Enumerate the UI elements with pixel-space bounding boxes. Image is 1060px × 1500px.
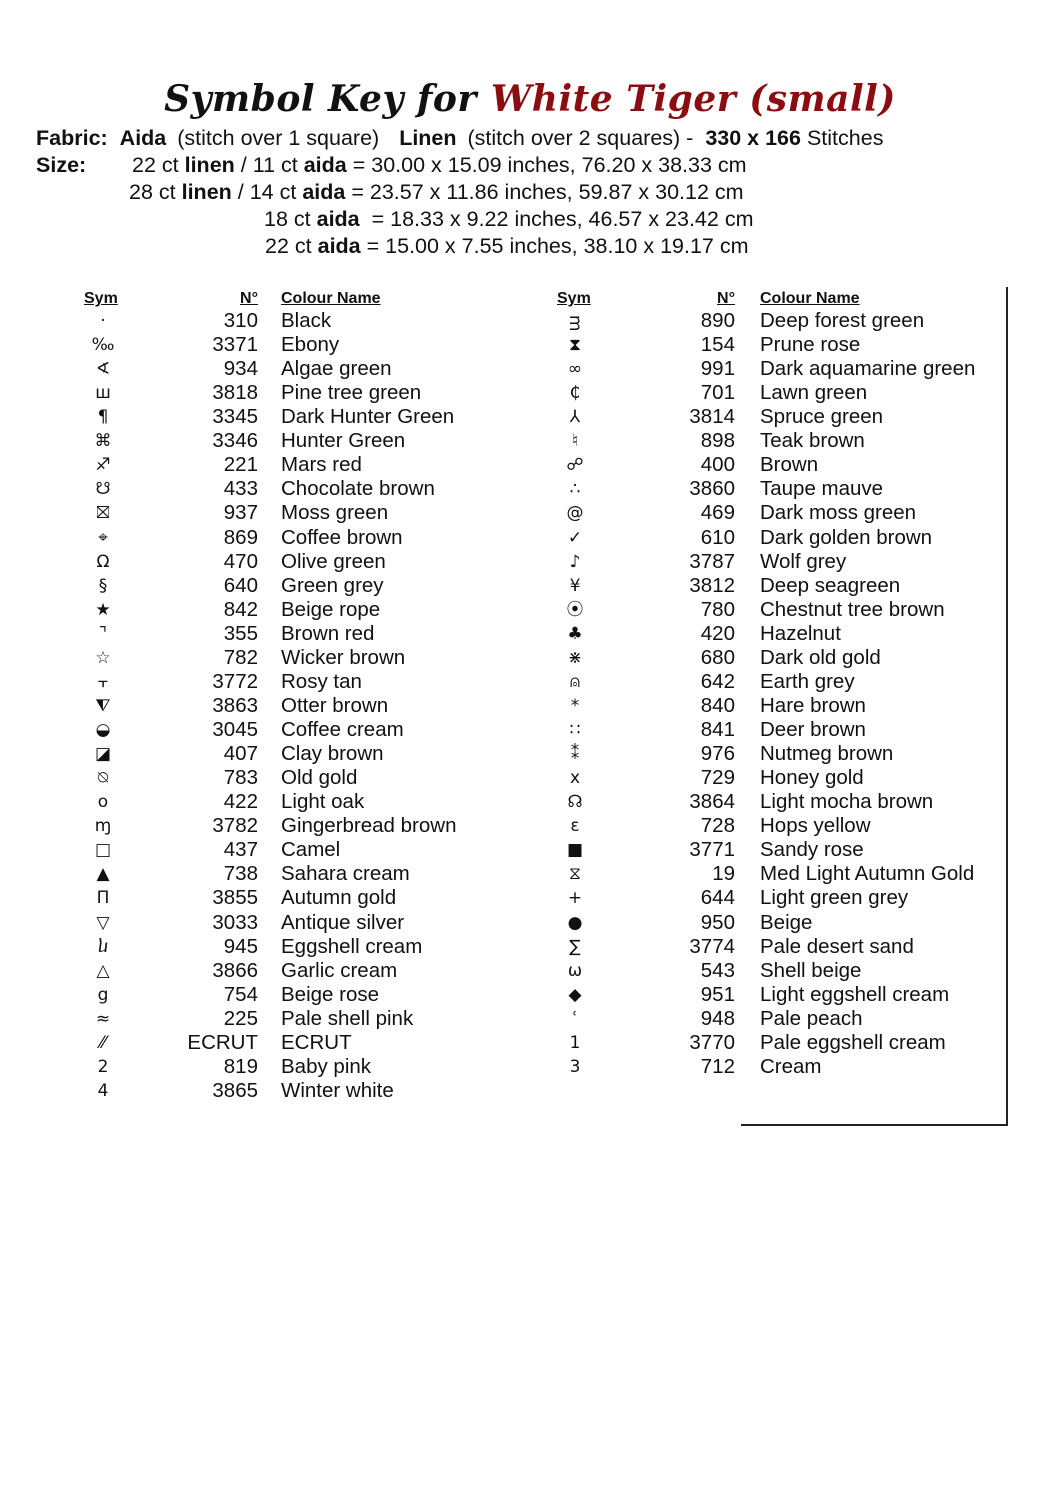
thread-number: 543	[700, 958, 735, 982]
symbol-glyph: ◒	[95, 720, 111, 741]
colour-name: Coffee cream	[281, 718, 404, 742]
thread-number: 3346	[212, 429, 258, 453]
colour-name: Dark old gold	[760, 645, 881, 669]
table-row	[0, 333, 1000, 357]
size-dimensions: = 15.00 x 7.55 inches, 38.10 x 19.17 cm	[366, 234, 749, 258]
table-row	[0, 646, 1000, 670]
colour-name: Hunter Green	[281, 429, 406, 453]
colour-name: Wolf grey	[760, 549, 847, 573]
colour-name: Rosy tan	[281, 669, 362, 693]
size-line-1	[132, 152, 747, 178]
size-dimensions: = 18.33 x 9.22 inches, 46.57 x 23.42 cm	[365, 207, 754, 231]
symbol-glyph: ■	[566, 840, 584, 861]
thread-number: 422	[223, 790, 258, 814]
table-row	[0, 694, 1000, 718]
thread-number: 310	[223, 309, 258, 332]
table-row	[0, 718, 1000, 742]
colour-name: Clay brown	[281, 742, 384, 766]
thread-number: 782	[223, 645, 258, 669]
size-count: 22 ct	[265, 234, 312, 258]
table-row	[0, 959, 1000, 983]
symbol-glyph: +	[567, 888, 583, 909]
symbol-glyph: ш	[95, 383, 111, 404]
table-row	[0, 1007, 1000, 1031]
symbol-glyph: ·	[100, 311, 106, 331]
size-count: / 11 ct	[240, 153, 298, 177]
colour-name: Dark moss green	[760, 501, 917, 525]
colour-name: Teak brown	[760, 429, 865, 453]
symbol-glyph: ◪	[94, 744, 112, 765]
thread-number: 754	[223, 982, 258, 1006]
table-row	[0, 429, 1000, 453]
thread-number: 3771	[689, 838, 735, 862]
table-row	[0, 1055, 1000, 1079]
fabric-label: Fabric:	[36, 126, 108, 150]
thread-number: 470	[223, 549, 258, 573]
thread-number: 3865	[212, 1078, 258, 1102]
symbol-glyph: ω	[567, 960, 583, 981]
colour-name: Deep seagreen	[760, 573, 901, 597]
thread-number: 991	[700, 357, 735, 381]
size-fabric: aida	[317, 234, 361, 258]
symbol-glyph: ⌘	[94, 431, 112, 452]
thread-number: 610	[700, 525, 735, 549]
symbol-glyph: *	[570, 695, 580, 716]
colour-name: Shell beige	[760, 958, 862, 982]
colour-name: Hops yellow	[760, 814, 871, 838]
colour-name: Beige	[760, 910, 813, 934]
colour-name: Earth grey	[760, 669, 855, 693]
fabric-linen: Linen	[399, 126, 457, 150]
colour-name: Pale eggshell cream	[760, 1030, 946, 1054]
symbol-glyph: ∢	[95, 359, 111, 380]
thread-number: 437	[223, 838, 258, 862]
header-sym-right: Sym	[557, 290, 591, 307]
table-row	[0, 381, 1000, 405]
symbol-glyph: ●	[567, 912, 583, 933]
colour-name: Light green grey	[760, 886, 909, 910]
table-row	[0, 477, 1000, 501]
colour-name: Prune rose	[760, 333, 861, 357]
header-sym-left: Sym	[84, 290, 118, 307]
colour-name: ECRUT	[281, 1030, 352, 1054]
size-fabric: aida	[302, 180, 346, 204]
thread-number: 780	[700, 597, 735, 621]
symbol-glyph: ⅄	[569, 407, 581, 428]
colour-name: Dark Hunter Green	[281, 405, 455, 429]
thread-number: 469	[700, 501, 735, 525]
size-label: Size:	[36, 153, 87, 177]
thread-number: 701	[700, 381, 735, 405]
thread-number: 3371	[212, 333, 258, 357]
symbol-glyph: §	[98, 575, 108, 596]
symbol-glyph: ☊	[567, 792, 583, 813]
fabric-linen-note: (stitch over 2 squares) -	[467, 126, 694, 150]
symbol-glyph: ▲	[96, 864, 110, 885]
size-count: 28 ct	[129, 180, 176, 204]
table-row	[0, 935, 1000, 959]
symbol-glyph: ◆	[568, 984, 582, 1005]
thread-number: 642	[700, 669, 735, 693]
symbol-glyph: 4	[97, 1080, 109, 1101]
table-row	[0, 766, 1000, 790]
colour-name: Otter brown	[281, 693, 389, 717]
thread-number: 869	[223, 525, 258, 549]
symbol-glyph: o	[97, 792, 109, 813]
colour-name: Gingerbread brown	[281, 814, 457, 838]
colour-name: Light mocha brown	[760, 790, 934, 814]
thread-number: 840	[700, 693, 735, 717]
colour-name: Chocolate brown	[281, 477, 435, 501]
size-fabric: linen	[184, 153, 235, 177]
colour-name: Pine tree green	[281, 381, 422, 405]
size-fabric: linen	[181, 180, 232, 204]
colour-name: Dark aquamarine green	[760, 357, 976, 381]
thread-number: 3866	[212, 958, 258, 982]
table-row	[0, 598, 1000, 622]
thread-number: 950	[700, 910, 735, 934]
stitch-count: 330 x 166	[705, 126, 801, 150]
symbol-glyph: Π	[96, 888, 110, 909]
size-line-4	[265, 233, 749, 259]
thread-number: 3045	[212, 718, 258, 742]
thread-number: 433	[223, 477, 258, 501]
colour-name: Coffee brown	[281, 525, 403, 549]
colour-name: Garlic cream	[281, 958, 398, 982]
colour-name: Light eggshell cream	[760, 982, 950, 1006]
symbol-glyph: ᴟ	[569, 311, 581, 331]
thread-number: 3863	[212, 693, 258, 717]
colour-name: Brown	[760, 453, 819, 477]
symbol-glyph: ☆	[95, 647, 111, 668]
symbol-glyph: ⛝	[96, 503, 110, 524]
symbol-glyph: ⦿	[566, 599, 584, 620]
thread-number: 783	[223, 766, 258, 790]
title-prefix: Symbol Key for	[164, 78, 477, 120]
symbol-glyph: ɛ	[570, 816, 580, 837]
table-row	[0, 405, 1000, 429]
colour-name: Mars red	[281, 453, 362, 477]
thread-number: 3818	[212, 381, 258, 405]
colour-name: Pale shell pink	[281, 1006, 414, 1030]
table-row	[0, 838, 1000, 862]
size-dimensions: = 30.00 x 15.09 inches, 76.20 x 38.33 cm	[352, 153, 747, 177]
thread-number: 890	[700, 309, 735, 332]
colour-name: Spruce green	[760, 405, 884, 429]
colour-name: Beige rope	[281, 597, 381, 621]
thread-number: 221	[223, 453, 258, 477]
symbol-glyph: Ω	[96, 551, 110, 572]
thread-number: 3033	[212, 910, 258, 934]
symbol-glyph: ⧗	[569, 335, 581, 356]
table-row	[0, 1031, 1000, 1055]
colour-name: Med Light Autumn Gold	[760, 862, 975, 886]
table-row	[0, 357, 1000, 381]
table-row	[0, 911, 1000, 935]
symbol-glyph: ¥	[569, 575, 581, 596]
symbol-glyph: ⫟	[97, 671, 109, 692]
colour-name: Hazelnut	[760, 621, 841, 645]
thread-number: 680	[700, 645, 735, 669]
symbol-glyph: ⋇	[567, 647, 583, 668]
symbol-glyph: ★	[95, 599, 111, 620]
fabric-line	[36, 125, 883, 151]
colour-name: Algae green	[281, 357, 392, 381]
colour-name: Pale peach	[760, 1006, 863, 1030]
thread-number: 842	[223, 597, 258, 621]
size-fabric: aida	[303, 153, 347, 177]
thread-number: 407	[223, 742, 258, 766]
header-name-left: Colour Name	[281, 290, 381, 307]
table-row	[0, 501, 1000, 525]
colour-name: Cream	[760, 1054, 822, 1078]
symbol-glyph: ⧖	[569, 864, 581, 885]
symbol-glyph: ♮	[571, 431, 579, 452]
colour-name: Taupe mauve	[760, 477, 884, 501]
symbol-glyph: ☋	[95, 479, 111, 500]
symbol-glyph: ∷	[569, 720, 581, 741]
page-title	[0, 78, 1060, 120]
thread-number: 400	[700, 453, 735, 477]
colour-name: Green grey	[281, 573, 384, 597]
thread-number: 738	[223, 862, 258, 886]
border-bottom	[741, 1124, 1008, 1126]
symbol-glyph: ▽	[96, 912, 110, 933]
symbol-glyph: ¶	[97, 407, 109, 428]
symbol-glyph: ⁑	[570, 744, 580, 765]
header-name-right: Colour Name	[760, 290, 860, 307]
colour-name: Eggshell cream	[281, 934, 423, 958]
symbol-glyph: ‰	[91, 335, 115, 356]
symbol-glyph: ɱ	[94, 816, 112, 837]
thread-number: 729	[700, 766, 735, 790]
thread-number: 3814	[689, 405, 735, 429]
thread-number: 976	[700, 742, 735, 766]
colour-name: Light oak	[281, 790, 365, 814]
thread-number: 937	[223, 501, 258, 525]
table-row	[0, 814, 1000, 838]
symbol-glyph: ⴑ	[98, 936, 108, 957]
thread-number: 841	[700, 718, 735, 742]
fabric-aida-note: (stitch over 1 square)	[177, 126, 380, 150]
table-row	[0, 526, 1000, 550]
thread-number: 819	[223, 1054, 258, 1078]
symbol-glyph: ⌖	[98, 527, 108, 548]
colour-name: Moss green	[281, 501, 389, 525]
colour-name: Honey gold	[760, 766, 864, 790]
colour-name: Lawn green	[760, 381, 868, 405]
table-row	[0, 550, 1000, 574]
table-row	[0, 670, 1000, 694]
thread-number: 934	[223, 357, 258, 381]
thread-number: 3772	[212, 669, 258, 693]
colour-name: Deep forest green	[760, 309, 925, 332]
stitches-label: Stitches	[806, 126, 884, 150]
symbol-glyph: ⁄⁄	[100, 1032, 106, 1053]
colour-name: Antique silver	[281, 910, 405, 934]
colour-name: Olive green	[281, 549, 386, 573]
colour-name: Old gold	[281, 766, 358, 790]
size-line-3	[264, 206, 753, 232]
symbol-glyph: ∑	[569, 936, 581, 957]
colour-name: Hare brown	[760, 693, 866, 717]
colour-name: Pale desert sand	[760, 934, 914, 958]
colour-name: Sahara cream	[281, 862, 410, 886]
thread-number: 3345	[212, 405, 258, 429]
symbol-glyph: ʿ	[572, 1008, 578, 1029]
size-line-2	[129, 179, 744, 205]
symbol-glyph: g	[97, 984, 109, 1005]
thread-number: 948	[700, 1006, 735, 1030]
thread-number: 3855	[212, 886, 258, 910]
thread-number: 3782	[212, 814, 258, 838]
thread-number: 154	[700, 333, 735, 357]
pattern-name: White Tiger (small)	[490, 78, 896, 120]
header-num-left: N°	[240, 290, 258, 307]
border-right	[1006, 287, 1008, 1125]
fabric-aida: Aida	[119, 126, 167, 150]
thread-number: 3864	[689, 790, 735, 814]
colour-name: Camel	[281, 838, 341, 862]
table-row	[0, 886, 1000, 910]
thread-number: 951	[700, 982, 735, 1006]
colour-name: Baby pink	[281, 1054, 372, 1078]
symbol-glyph: ≈	[95, 1008, 111, 1029]
thread-number: 644	[700, 886, 735, 910]
header-num-right: N°	[717, 290, 735, 307]
symbol-glyph: ∴	[569, 479, 581, 500]
colour-name: Dark golden brown	[760, 525, 933, 549]
symbol-glyph: 1	[569, 1032, 581, 1053]
symbol-glyph: ☍	[566, 455, 584, 476]
symbol-glyph: x	[569, 768, 581, 789]
thread-number: 420	[700, 621, 735, 645]
table-row	[0, 622, 1000, 646]
symbol-glyph: @	[566, 503, 584, 524]
thread-number: 898	[700, 429, 735, 453]
thread-number: 3860	[689, 477, 735, 501]
symbol-glyph: ⧨	[95, 695, 111, 716]
thread-number: 945	[223, 934, 258, 958]
thread-number: 19	[712, 862, 735, 886]
thread-number: 712	[700, 1054, 735, 1078]
table-row	[0, 983, 1000, 1007]
symbol-glyph: ₵	[569, 383, 581, 404]
thread-number: 728	[700, 814, 735, 838]
colour-name: Brown red	[281, 621, 375, 645]
colour-name: Autumn gold	[281, 886, 397, 910]
table-row	[0, 1079, 1000, 1103]
thread-number: 355	[223, 621, 258, 645]
size-label-line	[36, 152, 86, 178]
table-row	[0, 862, 1000, 886]
colour-name: Black	[281, 309, 332, 332]
table-row	[0, 790, 1000, 814]
thread-number: 3787	[689, 549, 735, 573]
symbol-glyph: ✓	[567, 527, 583, 548]
symbol-glyph: ♪	[569, 551, 581, 572]
symbol-glyph: ♣	[567, 623, 583, 644]
symbol-glyph: 2	[97, 1056, 109, 1077]
colour-name: Sandy rose	[760, 838, 864, 862]
size-dimensions: = 23.57 x 11.86 inches, 59.87 x 30.12 cm	[351, 180, 744, 204]
colour-name: Nutmeg brown	[760, 742, 894, 766]
colour-name: Winter white	[281, 1078, 394, 1102]
table-row	[0, 742, 1000, 766]
colour-name: Wicker brown	[281, 645, 406, 669]
symbol-glyph: ♐	[95, 455, 111, 476]
colour-name: Chestnut tree brown	[760, 597, 945, 621]
symbol-glyph: △	[96, 960, 110, 981]
thread-number: 225	[223, 1006, 258, 1030]
symbol-glyph: ⌝	[99, 623, 107, 644]
size-count: 22 ct	[132, 153, 179, 177]
table-row	[0, 574, 1000, 598]
thread-number: 3774	[689, 934, 735, 958]
size-fabric: aida	[316, 207, 360, 231]
size-count: / 14 ct	[237, 180, 297, 204]
colour-name: Deer brown	[760, 718, 866, 742]
table-row	[0, 309, 1000, 333]
symbol-glyph: 3	[569, 1056, 581, 1077]
thread-number: 640	[223, 573, 258, 597]
symbol-glyph: ∞	[567, 359, 583, 380]
table-row	[0, 453, 1000, 477]
size-count: 18 ct	[264, 207, 311, 231]
symbol-glyph: □	[94, 840, 112, 861]
colour-name: Ebony	[281, 333, 340, 357]
colour-name: Beige rose	[281, 982, 380, 1006]
thread-number: 3812	[689, 573, 735, 597]
thread-number: ECRUT	[187, 1030, 258, 1054]
symbol-glyph: ⍉	[97, 768, 109, 789]
symbol-glyph: ⍝	[569, 671, 581, 692]
thread-number: 3770	[689, 1030, 735, 1054]
